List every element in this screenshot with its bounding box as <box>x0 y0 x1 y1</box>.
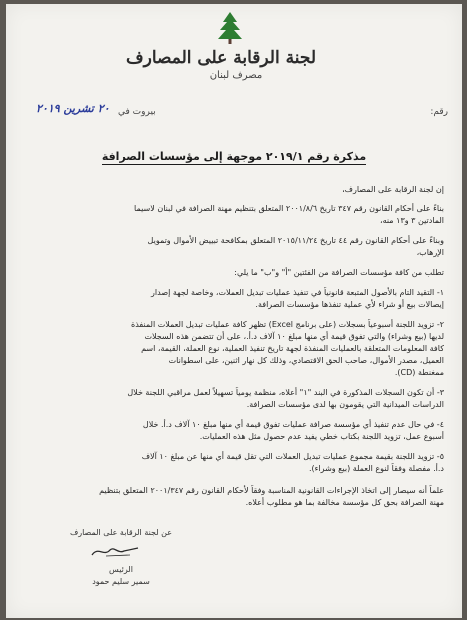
signatory-block <box>46 564 196 588</box>
document-page <box>6 4 462 618</box>
para2-line1: وبناءً على أحكام القانون رقم ٤٤ تاريخ ٢٠١٥/١١/٢٤ المتعلق بمكافحة تبييض الأموال وتمويل <box>147 236 444 245</box>
closing-line2: مهنة الصرافة بحق كل مؤسسة مخالفة بما هو مطلوب أعلاه. <box>245 498 444 507</box>
org-title: لجنة الرقابة على المصارف <box>125 48 316 68</box>
signatory-name: سمير سليم حمود <box>92 577 150 586</box>
item1-line1: ١- التقيد التام بالأصول المتبعة قانونياً في تنفيذ عمليات تبديل العملات، وخاصة لجهة إصدار <box>151 288 444 297</box>
memo-subject <box>46 150 422 163</box>
item2-line4: العميل، مصدر الأموال، صاحب الحق الاقتصادي، وذلك كل نهار اثنين، على اسطوانات <box>168 356 444 365</box>
greeting: إن لجنة الرقابة على المصارف، <box>342 185 444 194</box>
org-subtitle: مصرف لبنان <box>209 70 263 81</box>
item2-line3: كافة المعلومات المتعلقة بالعمليات المنفذة لجهة تاريخ تنفيذ العملية، نوع العملة، القيمة، اسم <box>141 344 444 353</box>
cedar-logo-icon <box>215 10 245 46</box>
item4-line1: ٤- في حال عدم تنفيذ أي مؤسسة صرافة عمليات تفوق قيمة أي منها مبلغ ١٠ آلاف د.أ. خلال <box>142 420 444 429</box>
item3-line2: الدراسات الميدانية التي يقومون بها لدى مؤسسات الصرافة. <box>246 400 444 409</box>
item4-line2: أسبوع عمل، تزويد اللجنة بكتاب خطي يفيد عدم حصول مثل هذه العمليات. <box>199 432 444 441</box>
memo-subject-text: مذكرة رقم ٢٠١٩/١ موجهة إلى مؤسسات الصرافة <box>101 150 367 163</box>
signature-on-behalf: عن لجنة الرقابة على المصارف <box>69 528 173 537</box>
date-label: بيروت في <box>118 107 156 117</box>
item2-line5: ممغنطة (CD). <box>394 368 444 377</box>
handwritten-date: ٢٠ تشرين ٢٠١٩ <box>36 102 110 115</box>
reference-label: رقم: <box>430 107 448 117</box>
item1-line2: إيصالات بيع أو شراء لأي عملية تنفذها مؤسسات الصرافة. <box>255 300 444 309</box>
para1-line2: المادتين ٣ و١٣ منه، <box>380 216 444 225</box>
item2-line1: ٢- تزويد اللجنة أسبوعياً بسجلات (على برنامج Excel) تظهر كافة عمليات تبديل العملات المنفذة <box>131 320 444 329</box>
item3-line1: ٣- أن تكون السجلات المذكورة في البند "١" أعلاه، منظمة يومياً تسهيلاً لعمل مراقبي اللجنة خلال <box>127 388 444 397</box>
signature-block <box>46 527 196 539</box>
item5-line2: د.أ. مفصلة وفقاً لنوع العملة (بيع وشراء). <box>309 464 444 473</box>
request-intro: تطلب من كافة مؤسسات الصرافة من الفئتين "أ" و"ب" ما يلي: <box>234 268 444 277</box>
item5-line1: ٥- تزويد اللجنة بقيمة مجموع عمليات تبديل العملات التي تقل قيمة أي منها عن مبلغ ١٠ آلاف <box>141 452 444 461</box>
closing-line1: علماً أنه سيصار إلى اتخاذ الإجراءات القانونية المناسبة وفقاً لأحكام القانون رقم ٢٠٠١/٣٤٧ المتعلق بتنظيم <box>99 486 444 495</box>
para1-line1: بناءً على أحكام القانون رقم ٣٤٧ تاريخ ٢٠٠١/٨/٦ المتعلق بتنظيم مهنة الصرافة في لبنان لاسيما <box>134 204 444 213</box>
signatory-title: الرئيس <box>109 565 133 574</box>
item2-line2: لديها (بيع وشراء) والتي تفوق قيمة أي منها مبلغ ١٠ آلاف د.أ.، على أن تتضمن هذه السجلات <box>144 332 444 341</box>
handwritten-signature <box>86 542 146 560</box>
para2-line2: الإرهاب، <box>416 248 444 257</box>
